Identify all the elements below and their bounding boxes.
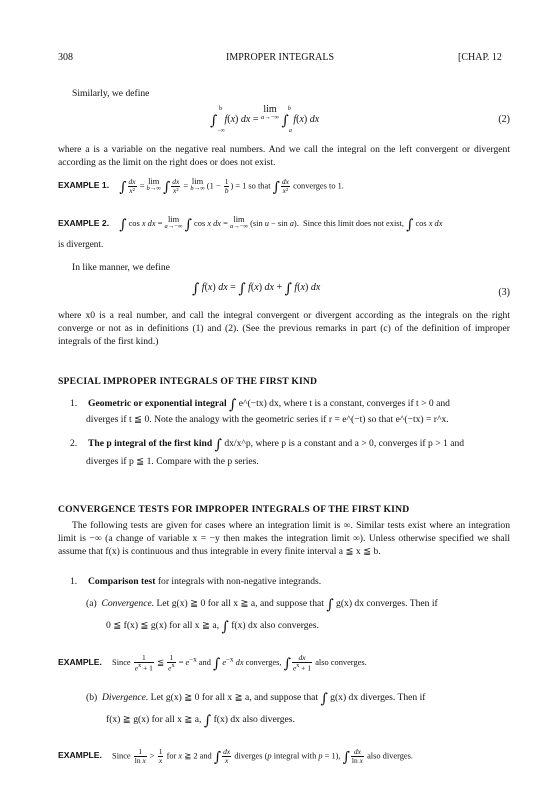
special-item-p-integral: 2. The p integral of the first kind ∫ dx/x^p, where p is a constant and a > 0, converges if p > 1 and xyxy=(70,437,465,453)
chapter-label: [CHAP. 12 xyxy=(458,52,502,63)
page-number: 308 xyxy=(58,52,73,63)
divergence-heading: Divergence. xyxy=(101,692,149,703)
example-convergence: EXAMPLE. Since $\frac{1}{e^x + 1}$ ≦ $\frac{1}{e^x}$ = $e^{-x}$ and ∫ $e^{-x}$ dx converges, ∫ $\frac{dx}{e^x + 1}$ also converges. xyxy=(58,653,367,673)
geometric-text: e^(−tx) dx, where t is a constant, converges if t > 0 and xyxy=(238,398,450,409)
p-integral-text: dx/x^p, where p is a constant and a > 0, converges if p > 1 and xyxy=(224,438,465,449)
example-2-label: EXAMPLE 2. xyxy=(58,218,110,228)
special-item-geometric: 1. Geometric or exponential integral ∫ e^(−tx) dx, where t is a constant, converges if t > 0 and xyxy=(70,397,450,413)
convergence-part-a: (a) Convergence. Let g(x) ≧ 0 for all x ≧ a, and suppose that ∫ g(x) dx converges. Then if xyxy=(86,597,438,613)
convergence-intro: The following tests are given for cases where an integration limit is ∞. Similar tests exist where an integration limit is −∞ (a change of variable x = −y then makes the integration limit ∞). Unless otherwise specified we shall assume that f(x) is continuous and thus integrable in every finite interval a ≦ x ≦ b. xyxy=(58,520,510,557)
running-title: IMPROPER INTEGRALS xyxy=(226,52,335,63)
geometric-heading: Geometric or exponential integral xyxy=(88,398,227,409)
comparison-test-item: 1. Comparison test for integrals with non-negative integrands. xyxy=(70,576,322,587)
example-1-label: EXAMPLE 1. xyxy=(58,180,110,191)
eq3-explanation: where x0 is a real number, and call the integral convergent or divergent according as the integrals on the right converge or not as in definitions (1) and (2). (See the previous remarks in part (c) of the definition of improper integrals of the first kind.) xyxy=(58,310,510,347)
example-divergence: EXAMPLE. Since $\frac{1}{\text{ln x}}$ > $\frac{1}{x}$ for x ≧ 2 and ∫ $\frac{dx}{x}$ diverges (p integral with p = 1), ∫ $\frac{dx}{\text{ln x}}$ also diverges. xyxy=(58,747,413,766)
section-convergence-tests-title: CONVERGENCE TESTS FOR IMPROPER INTEGRALS OF THE FIRST KIND xyxy=(58,504,410,515)
equation-3-number: (3) xyxy=(498,287,510,298)
geometric-continuation: diverges if t ≦ 0. Note the analogy with the geometric series if r = e^(−t) so that e^(−tx) = r^x. xyxy=(86,414,449,425)
equation-2: $\int_{-\infty}^b$ f(x) dx = lim a→−∞ $\int_a^b$ f(x) dx xyxy=(210,104,320,134)
section-special-integrals-title: SPECIAL IMPROPER INTEGRALS OF THE FIRST KIND xyxy=(58,376,318,387)
example-2: EXAMPLE 2. ∫ cos x dx = lim a→−∞ ∫ cos x dx = lim a→−∞ (sin u − sin a). Since this limit does not exist, ∫ cos x dx xyxy=(58,215,443,233)
example-2-tail: is divergent. xyxy=(58,239,104,249)
intro-in-like-manner: In like manner, we define xyxy=(72,262,170,273)
eq2-explanation: where a is a variable on the negative real numbers. And we call the integral on the left convergent or divergent according as the limit on the right does or does not exist. xyxy=(58,144,510,168)
comparison-test-heading: Comparison test xyxy=(88,576,156,587)
convergence-part-a-cont: 0 ≦ f(x) ≦ g(x) for all x ≧ a, ∫ f(x) dx also converges. xyxy=(106,619,319,635)
p-integral-heading: The p integral of the first kind xyxy=(88,438,213,449)
divergence-part-b: (b) Divergence. Let g(x) ≧ 0 for all x ≧ a, and suppose that ∫ g(x) dx diverges. Then if xyxy=(86,691,426,707)
example-1: EXAMPLE 1. ∫ $\frac{dx}{\text{x²}}$ = lim b→∞ ∫ $\frac{dx}{\text{x²}}$ = lim b→∞ (1 − $\frac{1}{b}$ ) = 1 so that ∫ $\frac{dx}{\text{x²}}$ converges to 1. xyxy=(58,177,344,196)
p-integral-continuation: diverges if p ≦ 1. Compare with the p series. xyxy=(86,456,259,467)
convergence-heading: Convergence. xyxy=(101,598,155,609)
intro-similarly: Similarly, we define xyxy=(72,88,150,99)
equation-3: ∫ f(x) dx = ∫ f(x) dx + ∫ f(x) dx xyxy=(192,281,321,297)
equation-2-number: (2) xyxy=(498,114,510,125)
comparison-test-text: for integrals with non-negative integrands. xyxy=(157,576,322,587)
divergence-part-b-cont: f(x) ≧ g(x) for all x ≧ a, ∫ f(x) dx also diverges. xyxy=(106,713,295,729)
